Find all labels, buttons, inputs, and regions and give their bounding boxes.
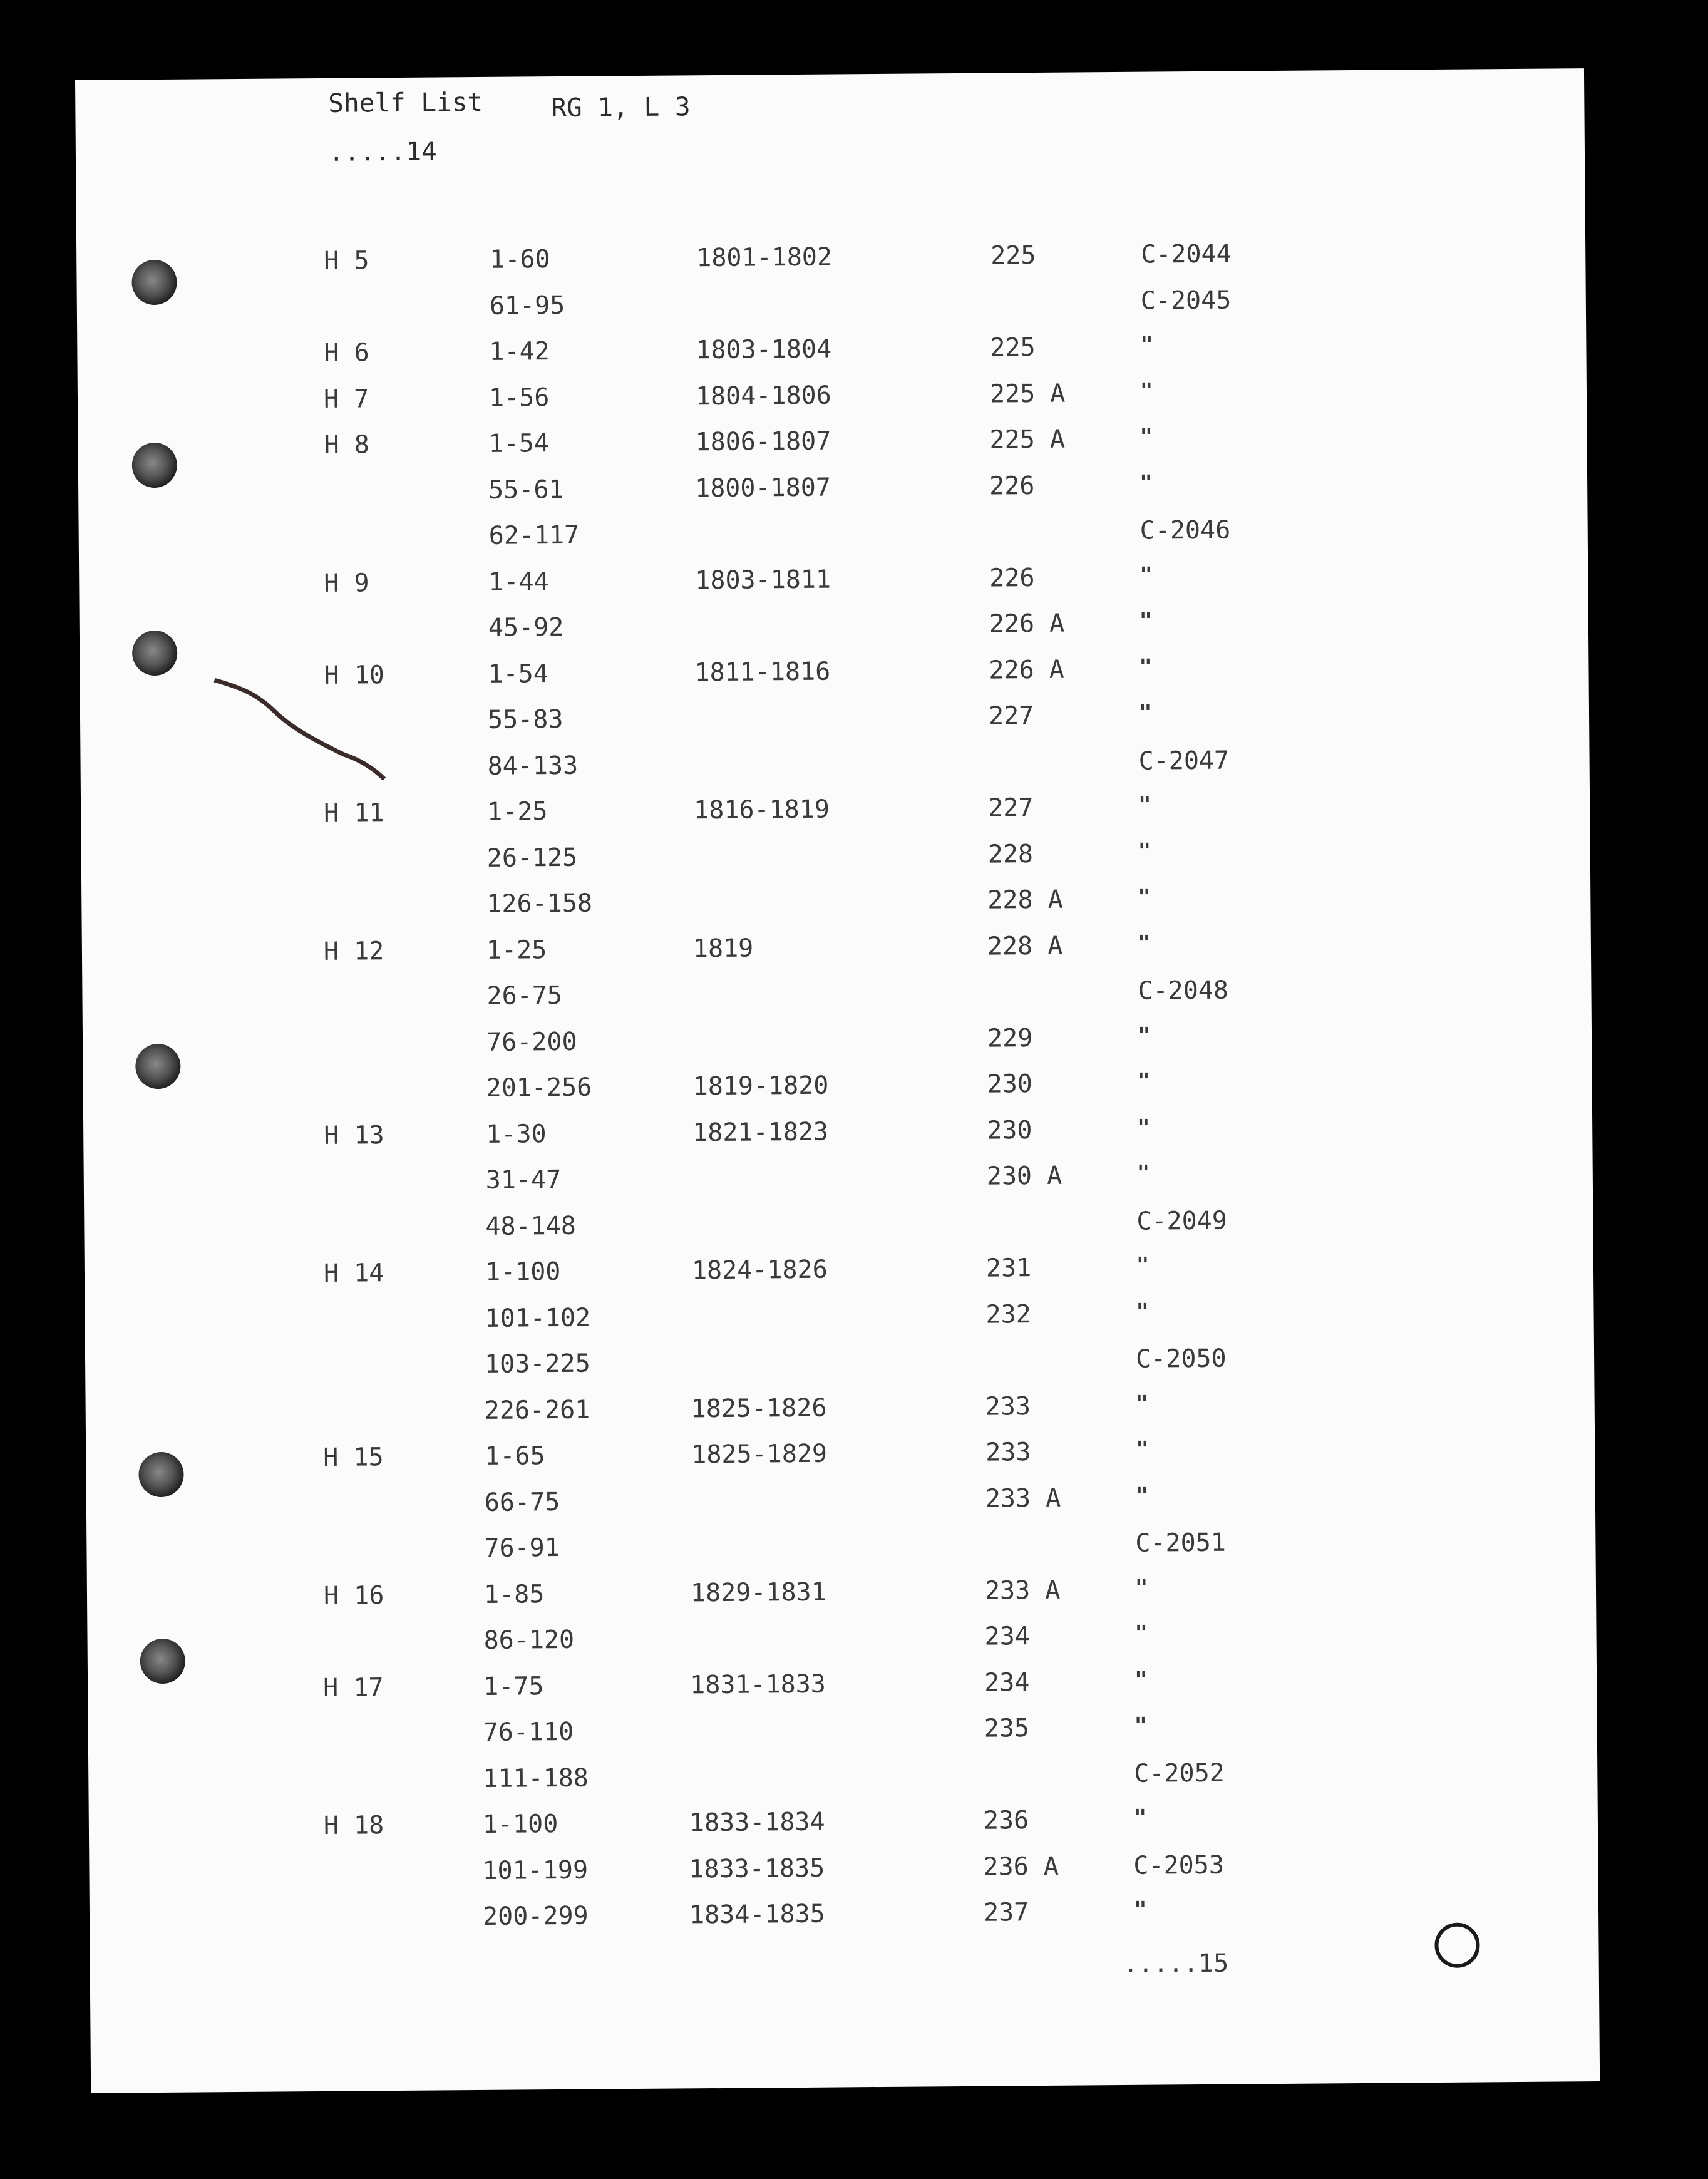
cell-code: " <box>1135 1483 1149 1508</box>
cell-box: H 9 <box>324 569 369 598</box>
cell-dates: 1801-1802 <box>696 242 833 273</box>
cell-range: 1-85 <box>483 1580 545 1609</box>
cell-code: C-2047 <box>1138 746 1230 776</box>
cell-range: 76-91 <box>484 1533 560 1563</box>
cell-reel: 226 A <box>989 655 1065 685</box>
cell-reel: 229 <box>987 1024 1033 1053</box>
cell-reel: 226 <box>989 563 1035 593</box>
cell-code: " <box>1135 1391 1149 1416</box>
cell-range: 1-54 <box>488 429 550 458</box>
cell-box: H 6 <box>324 338 369 368</box>
cell-dates: 1824-1826 <box>691 1255 828 1285</box>
cell-dates: 1829-1831 <box>690 1577 826 1608</box>
cell-range: 55-61 <box>488 475 564 505</box>
cell-dates: 1803-1811 <box>695 565 831 595</box>
cell-reel: 226 A <box>989 609 1065 639</box>
cell-box: H 16 <box>323 1581 384 1610</box>
cell-code: " <box>1137 1023 1151 1048</box>
cell-range: 76-110 <box>483 1717 574 1747</box>
next-page-marker: .....15 <box>1123 1949 1229 1979</box>
cell-reel: 225 <box>990 240 1036 270</box>
cell-range: 55-83 <box>487 704 563 734</box>
cell-box: H 17 <box>323 1673 384 1703</box>
cell-dates: 1831-1833 <box>689 1669 826 1700</box>
cell-dates: 1816-1819 <box>694 795 830 825</box>
cell-code: " <box>1138 884 1151 910</box>
cell-dates: 1811-1816 <box>694 657 831 688</box>
cell-reel: 225 A <box>989 425 1066 455</box>
cell-dates: 1834-1835 <box>689 1899 825 1930</box>
cell-range: 1-25 <box>487 797 548 827</box>
document-page <box>75 68 1600 2093</box>
cell-reel: 236 A <box>983 1852 1059 1882</box>
cell-reel: 233 <box>985 1392 1031 1421</box>
cell-reel: 237 <box>983 1898 1029 1927</box>
cell-reel: 234 <box>984 1622 1030 1651</box>
cell-code: " <box>1138 838 1151 864</box>
cell-code: C-2049 <box>1136 1206 1228 1236</box>
cell-reel: 236 <box>983 1806 1029 1835</box>
cell-code: " <box>1140 332 1154 358</box>
cell-range: 26-75 <box>486 981 563 1011</box>
cell-code: " <box>1137 930 1151 956</box>
cell-dates: 1803-1804 <box>696 334 832 365</box>
cell-reel: 230 <box>987 1116 1032 1145</box>
cell-range: 66-75 <box>484 1487 560 1517</box>
binder-hole <box>135 1044 181 1090</box>
cell-range: 226-261 <box>484 1395 590 1425</box>
cell-reel: 230 <box>987 1069 1033 1099</box>
cell-reel: 227 <box>988 701 1034 731</box>
cell-dates: 1833-1834 <box>689 1807 825 1838</box>
cell-reel: 233 A <box>985 1483 1061 1513</box>
cell-code: " <box>1137 1068 1151 1094</box>
cell-code: " <box>1134 1713 1148 1738</box>
cell-range: 101-199 <box>482 1855 589 1885</box>
cell-range: 201-256 <box>486 1073 592 1103</box>
cell-code: " <box>1140 378 1153 404</box>
cell-box: H 12 <box>323 937 384 966</box>
cell-dates: 1825-1826 <box>691 1393 827 1424</box>
cell-code: " <box>1134 1620 1148 1646</box>
cell-box: H 13 <box>324 1121 384 1150</box>
cell-code: " <box>1133 1805 1147 1830</box>
cell-code: C-2050 <box>1135 1344 1227 1374</box>
cell-range: 61-95 <box>489 291 565 321</box>
cell-range: 48-148 <box>485 1211 577 1241</box>
binder-hole <box>140 1639 186 1684</box>
cell-range: 26-125 <box>486 843 578 873</box>
cell-box: H 8 <box>324 430 370 460</box>
cell-box: H 18 <box>323 1811 384 1840</box>
cell-reel: 225 <box>990 332 1036 363</box>
cell-dates: 1804-1806 <box>695 381 831 411</box>
binder-hole <box>131 260 177 306</box>
cell-code: C-2044 <box>1141 239 1232 269</box>
record-group-label: RG 1, L 3 <box>551 91 691 123</box>
cell-dates: 1833-1835 <box>689 1853 825 1884</box>
cell-box: H 11 <box>324 798 384 828</box>
cell-reel: 227 <box>987 793 1034 823</box>
cell-reel: 228 A <box>987 931 1063 961</box>
cell-range: 1-54 <box>488 659 548 689</box>
cell-code: " <box>1139 654 1153 680</box>
binder-hole <box>132 631 178 676</box>
cell-range: 84-133 <box>487 751 579 781</box>
cell-range: 200-299 <box>482 1901 589 1931</box>
cell-code: " <box>1133 1897 1147 1922</box>
binder-hole <box>138 1452 184 1498</box>
cell-range: 1-100 <box>482 1810 558 1839</box>
cell-range: 45-92 <box>488 612 564 642</box>
cell-code: " <box>1134 1575 1148 1600</box>
cell-reel: 233 <box>985 1438 1031 1467</box>
cell-range: 1-56 <box>488 383 550 413</box>
cell-range: 1-60 <box>490 245 550 274</box>
cell-reel: 235 <box>984 1714 1030 1743</box>
cell-code: C-2052 <box>1134 1758 1225 1788</box>
cell-range: 86-120 <box>483 1625 575 1655</box>
cell-range: 1-44 <box>488 567 549 597</box>
cell-code: C-2046 <box>1140 515 1231 545</box>
cell-range: 62-117 <box>488 520 580 550</box>
cell-reel: 234 <box>984 1668 1030 1697</box>
cell-dates: 1806-1807 <box>695 426 831 457</box>
cell-reel: 225 A <box>989 379 1066 409</box>
cell-range: 111-188 <box>483 1763 589 1793</box>
cell-range: 1-30 <box>486 1120 547 1149</box>
cell-box: H 5 <box>324 246 369 276</box>
cell-reel: 228 A <box>987 885 1063 915</box>
punch-mark <box>1434 1922 1480 1968</box>
cell-reel: 231 <box>985 1254 1032 1283</box>
cell-code: " <box>1136 1299 1150 1324</box>
cell-range: 31-47 <box>485 1165 562 1195</box>
cell-dates: 1821-1823 <box>692 1117 829 1148</box>
cell-range: 1-25 <box>486 935 547 965</box>
cell-code: " <box>1140 424 1153 450</box>
cell-dates: 1825-1829 <box>691 1439 828 1470</box>
cell-code: C-2051 <box>1135 1528 1227 1558</box>
cell-dates: 1819-1820 <box>692 1071 829 1101</box>
cell-reel: 232 <box>985 1300 1031 1329</box>
cell-reel: 233 A <box>984 1575 1061 1605</box>
previous-page-marker: .....14 <box>328 136 437 167</box>
cell-box: H 14 <box>323 1259 384 1288</box>
cell-reel: 230 A <box>986 1161 1062 1191</box>
cell-code: " <box>1134 1667 1148 1692</box>
cell-box: H 10 <box>324 661 384 690</box>
binder-hole <box>132 443 178 488</box>
cell-box: H 15 <box>323 1443 384 1472</box>
cell-code: C-2048 <box>1138 976 1229 1006</box>
cell-range: 101-102 <box>485 1303 591 1333</box>
cell-box: H 7 <box>323 384 369 414</box>
cell-range: 76-200 <box>486 1027 577 1057</box>
cell-reel: 226 <box>989 471 1035 501</box>
cell-range: 126-158 <box>486 889 593 919</box>
cell-code: " <box>1138 700 1152 726</box>
cell-range: 1-65 <box>485 1441 545 1471</box>
page-title: Shelf List <box>328 86 483 118</box>
cell-code: " <box>1138 792 1151 818</box>
cell-range: 103-225 <box>484 1349 590 1379</box>
cell-code: " <box>1136 1252 1150 1278</box>
cell-reel: 228 <box>987 840 1034 869</box>
cell-code: C-2053 <box>1133 1850 1225 1880</box>
cell-range: 1-100 <box>485 1257 561 1287</box>
cell-range: 1-42 <box>489 337 550 366</box>
cell-code: " <box>1136 1160 1150 1186</box>
cell-code: " <box>1140 562 1153 588</box>
cell-code: " <box>1139 470 1153 496</box>
cell-code: C-2045 <box>1140 286 1232 316</box>
cell-dates: 1819 <box>692 934 754 964</box>
paper-crease <box>211 672 387 786</box>
cell-code: " <box>1139 608 1153 634</box>
cell-code: " <box>1136 1436 1149 1462</box>
cell-range: 1-75 <box>483 1672 544 1701</box>
cell-dates: 1800-1807 <box>694 473 831 503</box>
cell-code: " <box>1137 1115 1150 1140</box>
